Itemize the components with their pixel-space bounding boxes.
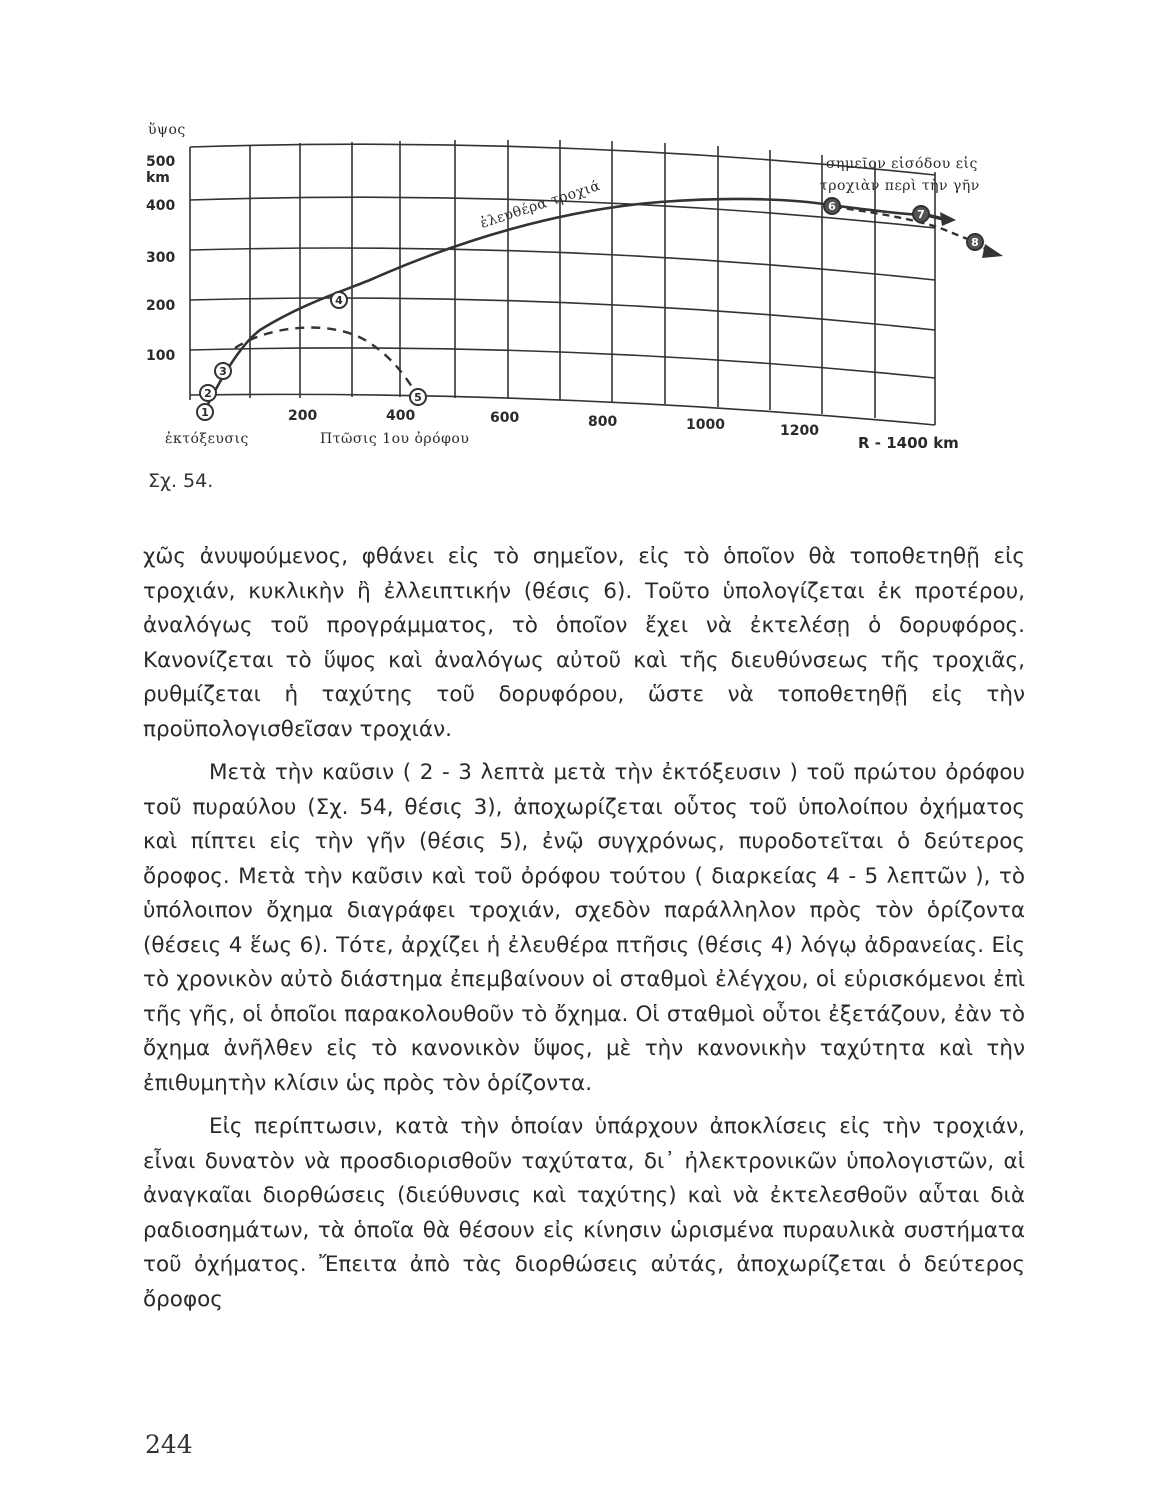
y-tick-500: 500 [146,154,176,170]
position-marker-7 [913,206,929,222]
y-unit-km: km [146,170,170,186]
fall-label: Πτῶσις 1ου ὀρόφου [320,431,470,447]
y-tick-300: 300 [146,250,176,266]
y-tick-200: 200 [146,298,176,314]
position-marker-5 [410,389,426,405]
x-tick-800: 800 [588,414,618,430]
entry-label-line2: τροχιὰν περὶ τὴν γῆν [820,178,980,194]
x-end-label: R - 1400 km [858,434,959,452]
svg-text:2: 2 [204,387,212,400]
position-marker-6 [824,198,840,214]
body-text [143,540,1025,1317]
orbit-deviation [835,207,970,240]
paragraph-3: Εἰς περίπτωσιν, κατὰ τὴν ὁποίαν ὑπάρχουν ἀποκλίσεις εἰς τὴν τροχιάν, εἶναι δυνατὸν νὰ προσδιορισθοῦν ταχύτατα, δι᾽ ἠλεκτρονικῶν ὑπολογιστῶν, αἱ ἀναγκαῖαι διορθώσεις (διεύθυνσις καὶ ταχύτης) καὶ νὰ ἐκτελεσθοῦν αὗται διὰ ραδιοσημάτων, τὰ ὁποῖα θὰ θέσουν εἰς κίνησιν ὡρισμένα πυραυλικὰ συστήματα τοῦ ὀχήματος. Ἔπειτα ἀπὸ τὰς διορθώσεις αὐτάς, ἀποχωρίζεται ὁ δεύτερος ὄροφος [143,1114,1025,1312]
x-tick-200: 200 [288,408,318,424]
y-tick-400: 400 [146,198,176,214]
x-tick-1200: 1200 [780,423,819,439]
launch-label: ἐκτόξευσις [165,431,249,447]
x-tick-1000: 1000 [686,417,725,433]
trajectory-figure [0,0,1155,470]
paragraph-2: Μετὰ τὴν καῦσιν ( 2 - 3 λεπτὰ μετὰ τὴν ἐκτόξευσιν ) τοῦ πρώτου ὀρόφου τοῦ πυραύλου (Σχ. 54, θέσις 3), ἀποχωρίζεται οὗτος τοῦ ὑπολοίπου ὀχήματος καὶ πίπτει εἰς τὴν γῆν (θέσις 5), ἐνῷ συγχρόνως, πυροδοτεῖται ὁ δεύτερος ὄροφος. Μετὰ τὴν καῦσιν καὶ τοῦ ὀρόφου τούτου ( διαρκείας 4 - 5 λεπτῶν ), τὸ ὑπόλοιπον ὄχημα διαγράφει τροχιάν, σχεδὸν παράλληλον πρὸς τὸν ὁρίζοντα (θέσεις 4 ἕως 6). Τότε, ἀρχίζει ἡ ἐλευθέρα πτῆσις (θέσις 4) λόγῳ ἀδρανείας. Εἰς τὸ χρονικὸν αὐτὸ διάστημα ἐπεμβαίνουν οἱ σταθμοὶ ἐλέγχου, οἱ εὑρισκόμενοι ἐπὶ τῆς γῆς, οἱ ὁποῖοι παρακολουθοῦν τὸ ὄχημα. Οἱ σταθμοὶ οὗτοι ἐξετάζουν, ἐὰν τὸ ὄχημα ἀνῆλθεν εἰς τὸ κανονικὸν ὕψος, μὲ τὴν κανονικὴν ταχύτητα καὶ τὴν ἐπιθυμητὴν κλίσιν ὡς πρὸς τὸν ὁρίζοντα. [143,760,1025,1096]
svg-text:5: 5 [414,391,422,404]
svg-text:1: 1 [201,406,209,419]
svg-text:6: 6 [828,200,836,213]
svg-text:4: 4 [335,294,343,307]
position-markers [197,198,983,420]
free-flight-label: ἐλευθέρα τροχιά [478,177,603,232]
position-marker-4 [331,292,347,308]
y-tick-100: 100 [146,348,176,364]
y-axis-title: ὕψος [148,122,186,138]
trajectories [205,199,970,410]
orbit-arrow-head [940,212,956,226]
svg-text:3: 3 [219,365,227,378]
first-stage-fall [235,328,417,395]
figure-caption: Σχ. 54. [148,470,214,492]
paragraph-1: χῶς ἀνυψούμενος, φθάνει εἰς τὸ σημεῖον, εἰς τὸ ὁποῖον θὰ τοποθετηθῇ εἰς τροχιάν, κυκλικὴν ἢ ἐλλειπτικήν (θέσις 6). Τοῦτο ὑπολογίζεται ἐκ προτέρου, ἀναλόγως τοῦ προγράμματος, τὸ ὁποῖον ἔχει νὰ ἐκτελέσῃ ὁ δορυφόρος. Κανονίζεται τὸ ὕψος καὶ ἀναλόγως αὐτοῦ καὶ τῆς διευθύνσεως τῆς τροχιᾶς, ρυθμίζεται ἡ ταχύτης τοῦ δορυφόρου, ὥστε νὰ τοποθετηθῇ εἰς τὴν προϋπολογισθεῖσαν τροχιάν. [143,544,1025,742]
ascent-trajectory [205,199,945,410]
position-marker-8 [967,234,983,250]
position-marker-3 [215,363,231,379]
svg-text:8: 8 [971,236,979,249]
x-tick-600: 600 [490,410,520,426]
svg-text:7: 7 [917,208,925,221]
position-marker-2 [200,385,216,401]
entry-label-line1: σημεῖον εἰσόδου εἰς [826,156,978,172]
page-number: 244 [145,1430,193,1459]
position-marker-1 [197,404,213,420]
x-tick-400: 400 [386,408,416,424]
